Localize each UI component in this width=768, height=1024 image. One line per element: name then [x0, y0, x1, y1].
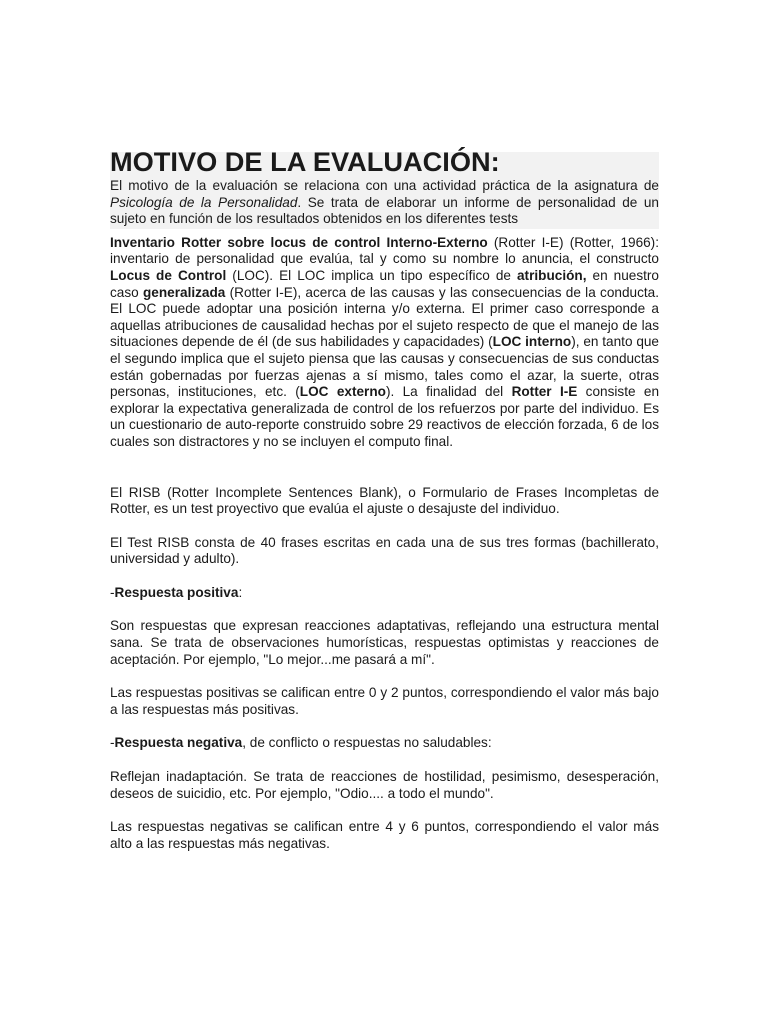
negative-response-rest: , de conflicto o respuestas no saludables: [242, 735, 492, 751]
negative-response-heading [110, 735, 659, 752]
risb-forms-paragraph: El Test RISB consta de 40 frases escritas en cada una de sus tres formas (bachillerato, universidad y adulto). [110, 534, 659, 567]
document-body [110, 146, 660, 852]
positive-response-heading [110, 585, 659, 602]
section-heading: MOTIVO DE LA EVALUACIÓN: [110, 146, 500, 177]
term-rotter-ie: Rotter I-E [511, 384, 578, 400]
rotter-text: (Rotter I-E) (Rotter, 1966): inventario de personalidad que evalúa, tal y como su nombre lo anuncia, el constructo [110, 234, 659, 267]
rotter-text: (Rotter I-E), acerca de las causas y las consecuencias de la conducta. El LOC puede adoptar una posición interna y/o externa. El primer caso corresponde a aquellas atribuciones de causalidad hechas por el sujeto respecto de que el manejo de las situaciones depende de él (de sus habilidades y capacidades) ( [110, 284, 659, 350]
positive-response-description: Son respuestas que expresan reacciones adaptativas, reflejando una estructura mental sana. Se trata de observaciones humorísticas, respuestas optimistas y reacciones de aceptación. Por ejemplo, "Lo mejor...me pasará a mí". [110, 618, 659, 667]
rotter-ie-paragraph [110, 235, 659, 451]
negative-response-description: Reflejan inadaptación. Se trata de reacciones de hostilidad, pesimismo, desesperación, deseos de suicidio, etc. Por ejemplo, "Odio.... a todo el mundo". [110, 769, 659, 801]
term-generalizada: generalizada [143, 284, 226, 300]
negative-response-scoring: Las respuestas negativas se califican entre 4 y 6 puntos, correspondiendo el valor más alto a las respuestas más negativas. [110, 819, 659, 851]
evaluation-purpose-section [110, 146, 659, 229]
dash: - [110, 735, 115, 751]
dash: - [110, 584, 115, 600]
term-loc-interno: LOC interno [492, 334, 572, 350]
positive-response-label: Respuesta positiva [114, 584, 239, 600]
term-loc-externo: LOC externo [299, 384, 386, 400]
colon: : [238, 584, 243, 600]
purpose-paragraph [110, 172, 659, 229]
rotter-text: (LOC). El LOC implica un tipo específico de [226, 267, 517, 283]
risb-intro-paragraph: El RISB (Rotter Incomplete Sentences Blank), o Formulario de Frases Incompletas de Rotter, es un test proyectivo que evalúa el ajuste o desajuste del individuo. [110, 484, 659, 517]
rotter-text: en nuestro caso [110, 267, 659, 300]
term-locus-de-control: Locus de Control [110, 267, 227, 283]
purpose-text: . Se trata de elaborar un informe de personalidad de un sujeto en función de los resultados obtenidos en los diferentes tests [110, 194, 659, 227]
rotter-text: consiste en explorar la expectativa generalizada de control de los refuerzos por parte del individuo. Es un cuestionario de auto-reporte construido sobre 29 reactivos de elección forzada, 6 de los cuales son distractores y no se incluyen el computo final. [110, 384, 660, 449]
positive-response-scoring: Las respuestas positivas se califican entre 0 y 2 puntos, correspondiendo el valor más bajo a las respuestas más positivas. [110, 685, 659, 717]
rotter-text: ), en tanto que el segundo implica que el sujeto piensa que las causas y consecuencias de sus conductas están gobernadas por fuerzas ajenas a sí mismo, tales como el azar, la suerte, otras personas, instituciones, etc. ( [110, 334, 659, 400]
rotter-title: Inventario Rotter sobre locus de control Interno-Externo [110, 234, 488, 250]
rotter-text: ). La finalidad del [385, 384, 512, 400]
term-atribucion: atribución, [517, 267, 587, 283]
course-name: Psicología de la Personalidad [110, 194, 298, 210]
negative-response-label: Respuesta negativa [114, 735, 243, 751]
purpose-text: El motivo de la evaluación se relaciona con una actividad práctica de la asignatura de [110, 178, 659, 193]
